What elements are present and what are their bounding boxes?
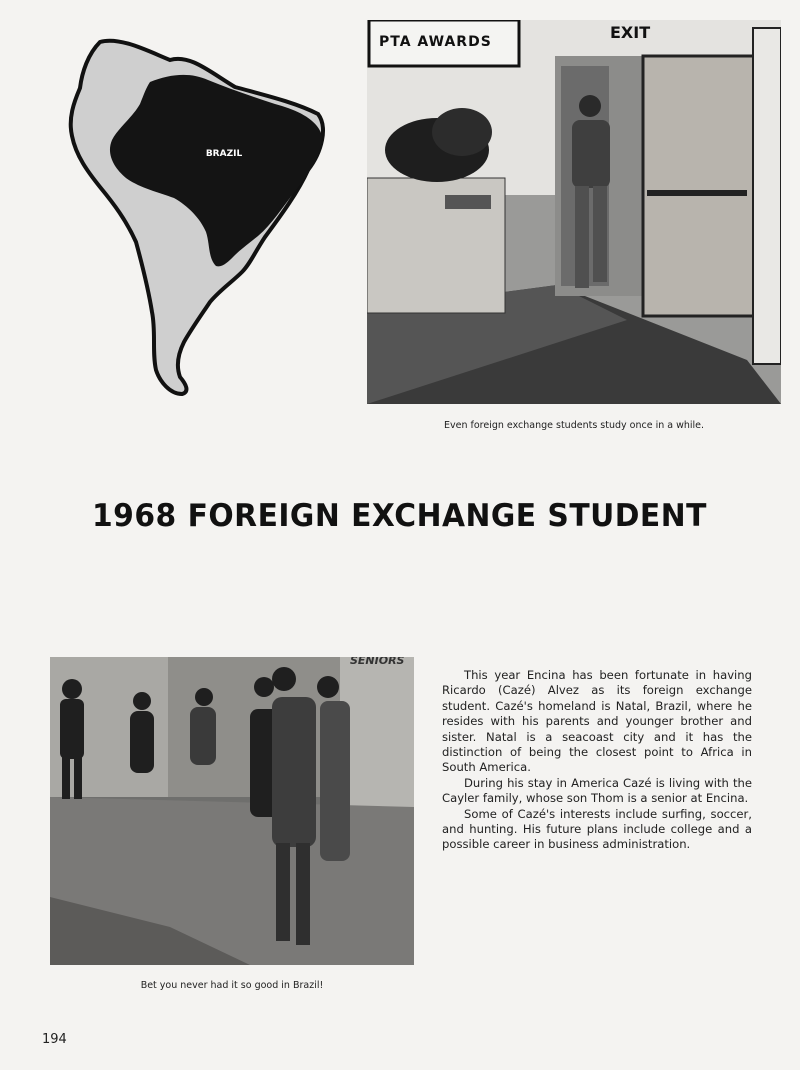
- article-paragraph: Some of Cazé's interests include surfing, soccer, and hunting. His future plans include college and a possible career in business administration.: [442, 806, 752, 852]
- page-number: 194: [42, 1032, 67, 1047]
- south-america-map: [60, 32, 330, 402]
- hallway-photo: [367, 20, 781, 404]
- dance-photo: [50, 657, 414, 965]
- article-paragraph: During his stay in America Cazé is living with the Cayler family, whose son Thom is a senior at Encina.: [442, 775, 752, 806]
- exit-sign: EXIT: [610, 23, 651, 42]
- page-title: 1968 FOREIGN EXCHANGE STUDENT: [92, 498, 707, 534]
- pta-awards-sign: PTA AWARDS: [379, 34, 492, 50]
- top-photo-caption: Even foreign exchange students study once in a while.: [443, 420, 705, 431]
- article-paragraph: This year Encina has been fortunate in having Ricardo (Cazé) Alvez as its foreign exchange student. Cazé's homeland is Natal, Brazil, where he resides with his parents and younger brother and sister. Natal is a seacoast city and it has the distinction of being the closest point to Africa in South America.: [442, 668, 752, 775]
- bottom-photo-caption: Bet you never had it so good in Brazil!: [140, 980, 324, 991]
- article-body: [442, 668, 752, 853]
- dance-scene: [50, 657, 414, 965]
- brazil-label: BRAZIL: [205, 149, 243, 159]
- seniors-banner: SENIORS: [350, 657, 405, 667]
- hallway-scene: [367, 20, 781, 404]
